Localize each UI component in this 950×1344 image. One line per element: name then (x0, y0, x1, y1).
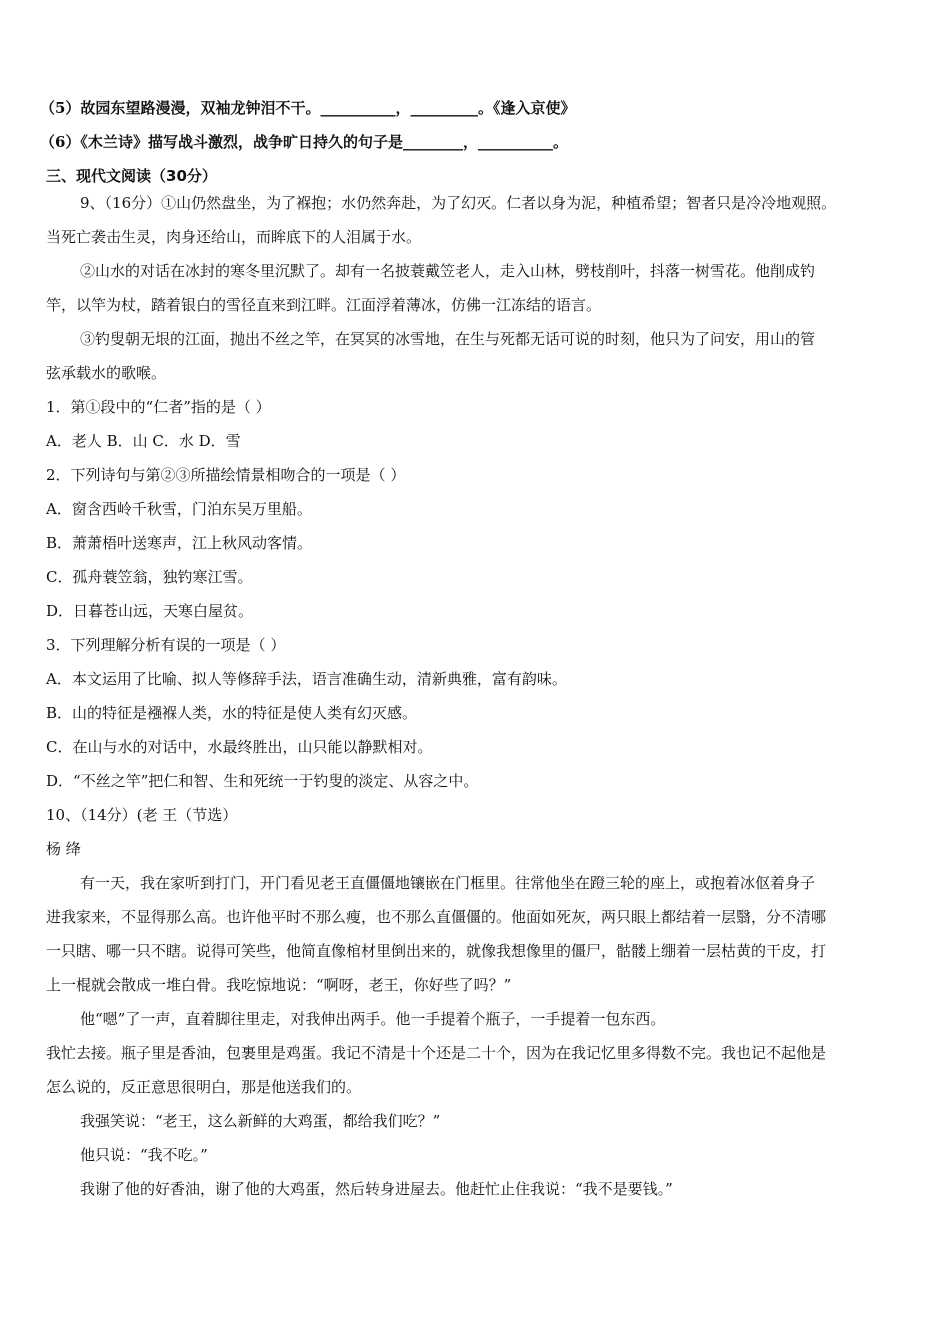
q9-sub-question-3-option-d: D．“不丝之竿”把仁和智、生和死统一于钓叟的淡定、从容之中。 (46, 772, 479, 790)
q9-sub-question-3-option-a: A．本文运用了比喻、拟人等修辞手法，语言准确生动，清新典雅，富有韵味。 (46, 670, 567, 688)
q10-paragraph-1-line-4: 上一棍就会散成一堆白骨。我吃惊地说：“啊呀，老王，你好些了吗？” (46, 976, 512, 994)
q9-sub-question-3-option-c: C．在山与水的对话中，水最终胜出，山只能以静默相对。 (46, 738, 433, 756)
fill-in-question-5: （5）故园东望路漫漫，双袖龙钟泪不干。__________，_________。《逢入京使》 (40, 99, 576, 117)
q9-sub-question-1: 1．第①段中的“仁者”指的是（ ） (46, 398, 271, 416)
q10-paragraph-2: 他“嗯”了一声，直着脚往里走，对我伸出两手。他一手提着个瓶子，一手提着一包东西。 (80, 1010, 666, 1028)
question-10 (46, 803, 908, 1201)
q10-title: 10、（14分）(老 王（节选） (46, 806, 238, 824)
q9-sub-question-2-option-b: B．萧萧梧叶送寒声，江上秋风动客情。 (46, 534, 313, 552)
q9-sub-question-3: 3．下列理解分析有误的一项是（ ） (46, 636, 286, 654)
q9-paragraph-3-line-1: ③钓叟朝无垠的江面，抛出不丝之竿，在冥冥的冰雪地，在生与死都无话可说的时刻，他只为了问安，用山的管 (80, 330, 816, 348)
question-9 (46, 191, 908, 793)
q9-paragraph-3-line-2: 弦承载水的歌喉。 (46, 364, 167, 382)
q10-paragraph-1-line-3: 一只瞎、哪一只不瞎。说得可笑些，他简直像棺材里倒出来的，就像我想像里的僵尸，骷髅上绷着一层枯黄的干皮，打 (46, 942, 827, 960)
q9-paragraph-1-line-1: 9、（16分）①山仍然盘坐，为了褓抱；水仍然奔赴，为了幻灭。仁者以身为泥，种植希望；智者只是冷冷地观照。 (80, 194, 837, 212)
q9-sub-question-2-option-a: A．窗含西岭千秋雪，门泊东吴万里船。 (46, 500, 312, 518)
section-3-title: 三、现代文阅读（30分） (46, 167, 217, 185)
q10-paragraph-6: 我谢了他的好香油，谢了他的大鸡蛋，然后转身进屋去。他赶忙止住我说：“我不是要钱。” (80, 1180, 673, 1198)
q9-sub-question-1-options: A．老人 B．山 C．水 D．雪 (46, 432, 241, 450)
q9-paragraph-2-line-2: 竿，以竿为杖，踏着银白的雪径直来到江畔。江面浮着薄冰，仿佛一江冻结的语言。 (46, 296, 602, 314)
q10-paragraph-3-line-2: 怎么说的，反正意思很明白，那是他送我们的。 (46, 1078, 362, 1096)
q10-paragraph-1-line-2: 进我家来，不显得那么高。也许他平时不那么瘦，也不那么直僵僵的。他面如死灰，两只眼上都结着一层翳，分不清哪 (46, 908, 827, 926)
q9-sub-question-3-option-b: B．山的特征是襁褓人类，水的特征是使人类有幻灭感。 (46, 704, 418, 722)
q10-paragraph-5: 他只说：“我不吃。” (80, 1146, 208, 1164)
q10-paragraph-4: 我强笑说：“老王，这么新鲜的大鸡蛋，都给我们吃？” (80, 1112, 441, 1130)
fill-in-question-6: （6）《木兰诗》描写战斗激烈，战争旷日持久的句子是________，__________。 (40, 133, 568, 151)
q9-paragraph-1-line-2: 当死亡袭击生灵，肉身还给山，而眸底下的人泪属于水。 (46, 228, 422, 246)
q9-paragraph-2-line-1: ②山水的对话在冰封的寒冬里沉默了。却有一名披蓑戴笠老人，走入山林，劈枝削叶，抖落一树雪花。他削成钓 (80, 262, 816, 280)
q9-sub-question-2-option-c: C．孤舟蓑笠翁，独钓寒江雪。 (46, 568, 253, 586)
q10-author: 杨 绛 (46, 840, 81, 858)
q10-paragraph-3-line-1: 我忙去接。瓶子里是香油，包裹里是鸡蛋。我记不清是十个还是二十个，因为在我记忆里多得数不完。我也记不起他是 (46, 1044, 827, 1062)
exam-page (40, 96, 908, 1211)
q9-sub-question-2: 2．下列诗句与第②③所描绘情景相吻合的一项是（ ） (46, 466, 406, 484)
q9-sub-question-2-option-d: D．日暮苍山远，天寒白屋贫。 (46, 602, 254, 620)
q10-paragraph-1-line-1: 有一天，我在家听到打门，开门看见老王直僵僵地镶嵌在门框里。往常他坐在蹬三轮的座上，或抱着冰伛着身子 (80, 874, 816, 892)
